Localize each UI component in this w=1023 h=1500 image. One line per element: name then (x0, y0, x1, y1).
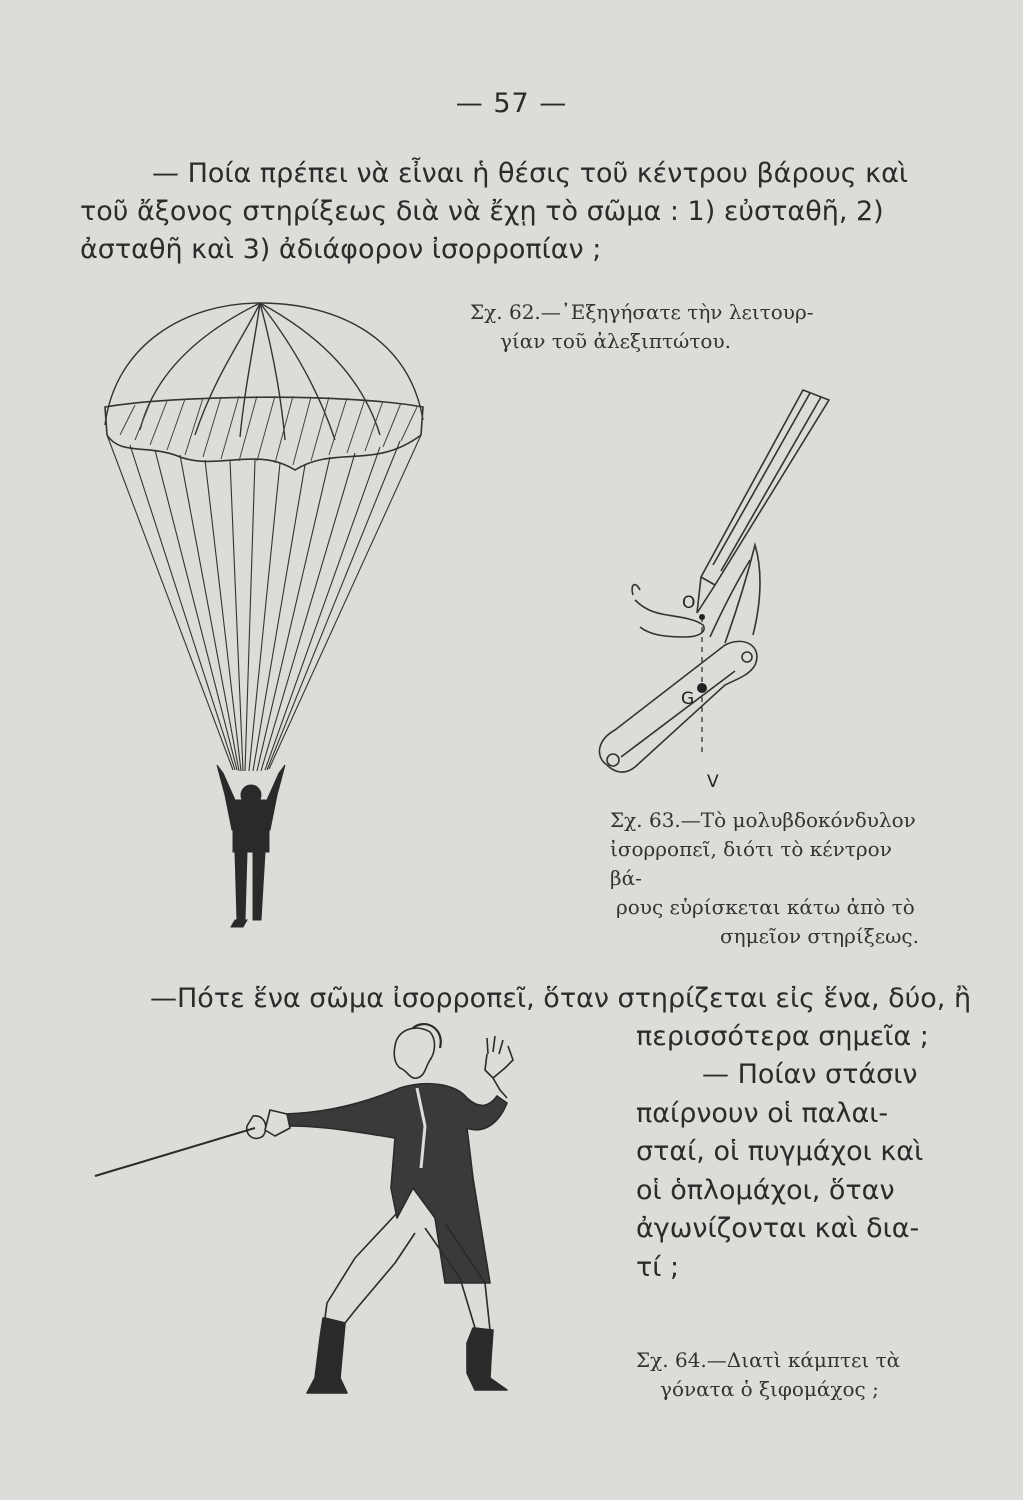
fencer-illustration (95, 1018, 545, 1403)
figure-63-caption-line-2: ἰσορροπεῖ, διότι τὸ κέντρον βά- (610, 837, 892, 890)
figure-63-caption-line-4: σημεῖον στηρίξεως. (720, 924, 919, 948)
question-stability-line-1: — Ποία πρέπει νὰ εἶναι ἡ θέσις τοῦ κέντρου βάρους καὶ (152, 158, 909, 189)
question-stability-line-2: τοῦ ἄξονος στηρίξεως διὰ νὰ ἔχῃ τὸ σῶμα : 1) εὐσταθῆ, 2) (80, 196, 884, 227)
question-equilibrium-points-line-2: περισσότερα σημεῖα ; (636, 1021, 929, 1052)
figure-63-caption-line-1: Σχ. 63.—Τὸ μολυβδοκόνδυλον (610, 808, 916, 832)
figure-63-caption-line-3: ρους εὑρίσκεται κάτω ἀπὸ τὸ (616, 895, 915, 919)
question-athletes-stance-line-2: παίρνουν οἱ παλαι- (636, 1097, 889, 1129)
question-athletes-stance (636, 1056, 966, 1287)
knife-handle (599, 641, 757, 772)
parachute-illustration (95, 295, 440, 935)
balanced-pencil-illustration (585, 385, 835, 795)
figure-62-caption (470, 298, 910, 356)
figure-64-caption (636, 1346, 956, 1404)
figure-63-caption (610, 806, 930, 951)
question-athletes-stance-line-4: οἱ ὁπλομάχοι, ὅταν (636, 1174, 895, 1206)
label-support-point-o: O (682, 593, 696, 613)
page-number: — 57 — (455, 88, 568, 119)
parachute-canopy (105, 303, 423, 425)
label-vertical-v: V (707, 772, 719, 792)
question-athletes-stance-line-3: σταί, οἱ πυγμάχοι καὶ (636, 1136, 924, 1167)
question-athletes-stance-line-6: τί ; (636, 1251, 680, 1283)
question-equilibrium-points-line-1: —Πότε ἕνα σῶμα ἰσορροπεῖ, ὅταν στηρίζεται εἰς ἕνα, δύο, ἢ (150, 983, 972, 1014)
question-stability (70, 155, 970, 269)
figure-62-caption-line-2: γίαν τοῦ ἀλεξιπτώτου. (500, 329, 731, 353)
center-of-gravity-point (697, 683, 707, 693)
support-point (699, 614, 705, 620)
parachutist-figure (217, 765, 285, 927)
fencer-coat (285, 1084, 507, 1283)
question-athletes-stance-line-5: ἀγωνίζονται καὶ δια- (636, 1213, 920, 1244)
figure-62-caption-line-1: Σχ. 62.—᾿Εξηγήσατε τὴν λειτουρ- (470, 300, 814, 324)
figure-64-caption-line-1: Σχ. 64.—Διατὶ κάμπτει τὰ (636, 1348, 901, 1372)
fencer-head (394, 1028, 434, 1078)
label-center-of-gravity-g: G (681, 689, 695, 709)
question-athletes-stance-line-1: — Ποίαν στάσιν (702, 1059, 918, 1090)
question-stability-line-3: ἀσταθῆ καὶ 3) ἀδιάφορον ἰσορροπίαν ; (80, 234, 602, 265)
fencing-sword (95, 1128, 255, 1176)
pencil (697, 390, 829, 613)
figure-64-caption-line-2: γόνατα ὁ ξιφομάχος ; (660, 1377, 879, 1401)
